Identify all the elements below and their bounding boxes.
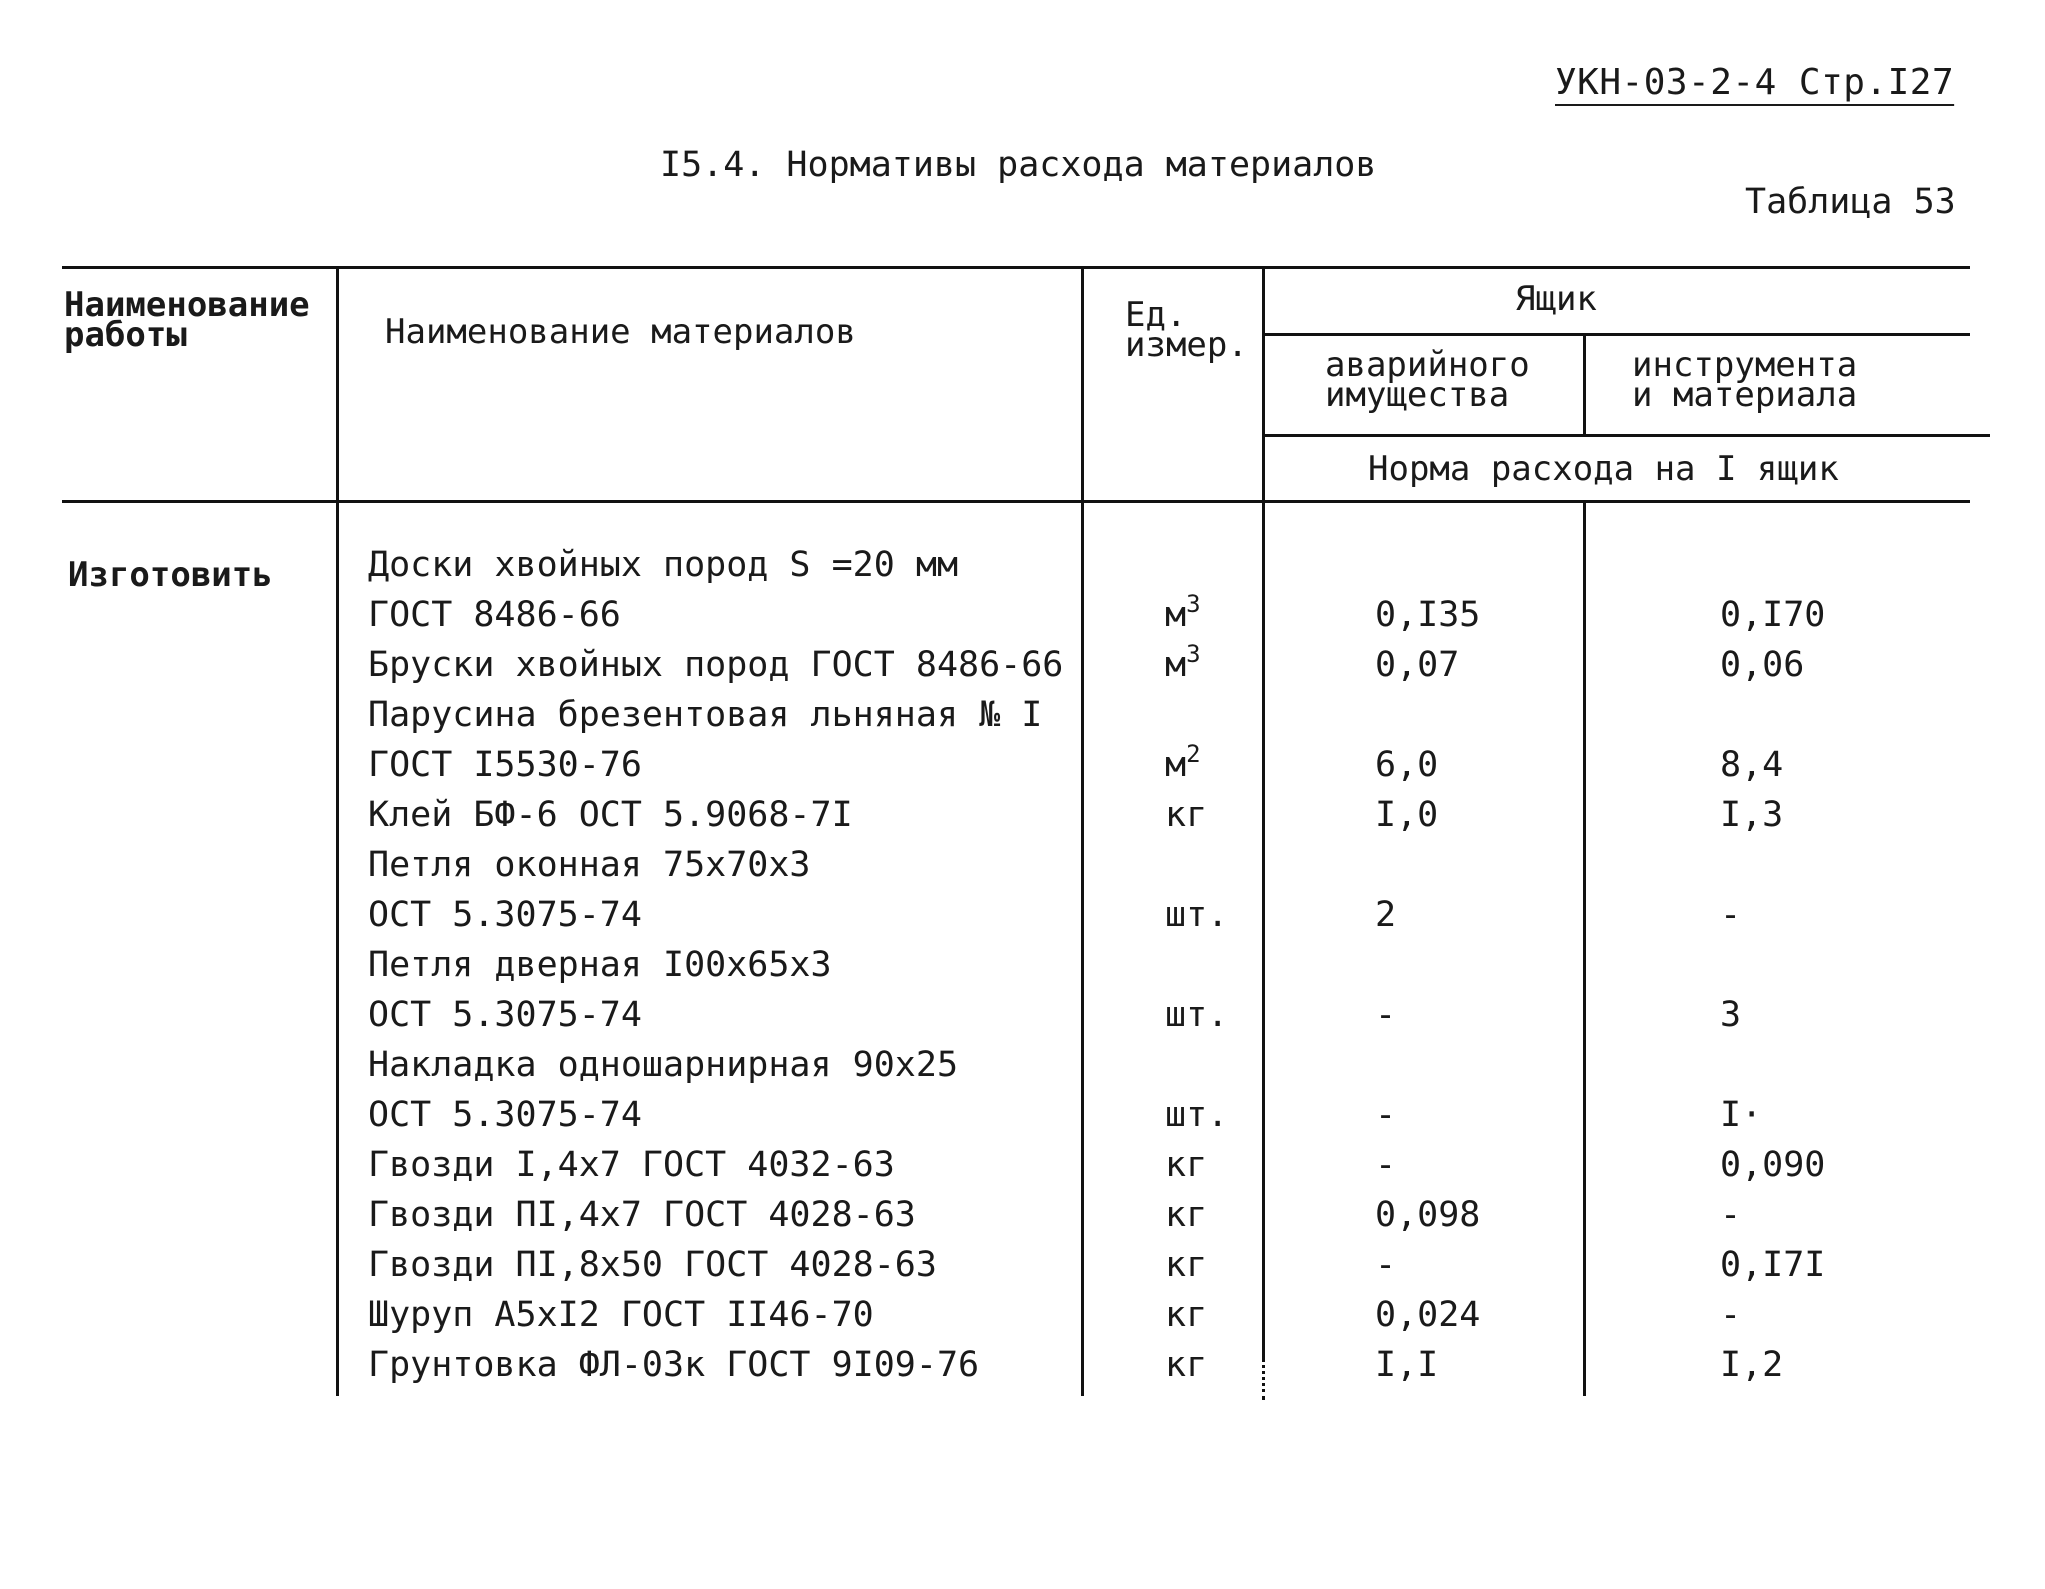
section-title: I5.4. Нормативы расхода материалов [660, 145, 1377, 185]
row-unit: кг [1165, 1195, 1208, 1235]
row-tools: 0,I7I [1720, 1245, 1826, 1285]
row-name: ОСТ 5.3075-74 [368, 995, 642, 1035]
row-tools: - [1720, 895, 1742, 935]
row-unit-text: м [1165, 745, 1187, 785]
row-unit [1165, 740, 1201, 790]
row-name: Гвозди ПI,4х7 ГОСТ 4028-63 [368, 1195, 916, 1235]
row-name: Шуруп А5хI2 ГОСТ II46-70 [368, 1295, 874, 1335]
row-tools: 8,4 [1720, 745, 1784, 785]
row-tools: 0,090 [1720, 1145, 1826, 1185]
row-unit [1165, 590, 1201, 640]
col-divider-box [1583, 335, 1586, 435]
header-box-emergency [1325, 345, 1530, 415]
row-tools: 0,06 [1720, 645, 1805, 685]
row-unit: шт. [1165, 895, 1229, 935]
row-unit: кг [1165, 795, 1208, 835]
row-unit: шт. [1165, 995, 1229, 1035]
row-unit: шт. [1165, 1095, 1229, 1135]
col-divider-work [336, 268, 339, 1396]
row-tools: I,3 [1720, 795, 1784, 835]
row-name: Доски хвойных пород S =20 мм [368, 545, 959, 585]
header-work-name-line2: работы [64, 315, 187, 355]
row-emergency: 2 [1375, 895, 1397, 935]
row-unit-exponent: 3 [1186, 640, 1201, 668]
row-unit-exponent: 3 [1186, 590, 1201, 618]
row-unit: кг [1165, 1245, 1208, 1285]
row-emergency: 0,098 [1375, 1195, 1481, 1235]
row-name: Клей БФ-6 ОСТ 5.9068-7I [368, 795, 853, 835]
row-name: ОСТ 5.3075-74 [368, 895, 642, 935]
row-name: Бруски хвойных пород ГОСТ 8486-66 [368, 645, 1064, 685]
document-code: УКН-03-2-4 Стр.I27 [1555, 62, 1955, 103]
row-tools: I· [1720, 1095, 1763, 1135]
row-name: Петля оконная 75х70х3 [368, 845, 811, 885]
row-tools: I,2 [1720, 1345, 1784, 1385]
work-name: Изготовить [68, 555, 273, 595]
row-emergency: 6,0 [1375, 745, 1439, 785]
row-unit: кг [1165, 1145, 1208, 1185]
header-box-tools-line2: и материала [1632, 375, 1858, 415]
header-norm: Норма расхода на I ящик [1368, 449, 1839, 489]
col-divider-unit-dotted [1262, 1358, 1265, 1400]
row-emergency: - [1375, 995, 1397, 1035]
row-emergency: - [1375, 1245, 1397, 1285]
row-unit-exponent: 2 [1186, 740, 1201, 768]
header-box-tools [1632, 345, 1858, 415]
header-box-tools-line1: инструмента [1632, 345, 1858, 385]
header-work-name [64, 285, 310, 355]
row-tools: - [1720, 1295, 1742, 1335]
row-emergency: 0,024 [1375, 1295, 1481, 1335]
header-box: Ящик [1515, 279, 1597, 319]
row-unit: кг [1165, 1345, 1208, 1385]
row-tools: - [1720, 1195, 1742, 1235]
row-emergency: 0,07 [1375, 645, 1460, 685]
box-header-rule [1262, 333, 1970, 336]
header-bottom-rule [62, 500, 1970, 503]
row-name: Гвозди ПI,8х50 ГОСТ 4028-63 [368, 1245, 937, 1285]
row-unit-text: м [1165, 645, 1187, 685]
header-box-emergency-line1: аварийного [1325, 345, 1530, 385]
row-name: Накладка одношарнирная 90х25 [368, 1045, 959, 1085]
subheader-rule [1262, 434, 1990, 437]
col-divider-box-body [1583, 502, 1586, 1396]
row-emergency: - [1375, 1095, 1397, 1135]
row-name: Парусина брезентовая льняная № I [368, 695, 1043, 735]
row-unit: кг [1165, 1295, 1208, 1335]
row-emergency: 0,I35 [1375, 595, 1481, 635]
header-unit-line1: Ед. [1125, 295, 1187, 335]
row-name: ГОСТ I5530-76 [368, 745, 642, 785]
row-name: ГОСТ 8486-66 [368, 595, 621, 635]
header-box-emergency-line2: имущества [1325, 375, 1510, 415]
row-unit-text: м [1165, 595, 1187, 635]
col-divider-unit [1262, 268, 1265, 1358]
table-label: Таблица 53 [1745, 182, 1956, 222]
header-unit [1125, 295, 1248, 365]
table-top-rule [62, 266, 1970, 269]
row-emergency: - [1375, 1145, 1397, 1185]
row-name: Грунтовка ФЛ-03к ГОСТ 9I09-76 [368, 1345, 980, 1385]
header-work-name-line1: Наименование [64, 285, 310, 325]
header-unit-line2: измер. [1125, 325, 1248, 365]
row-name: Гвозди I,4х7 ГОСТ 4032-63 [368, 1145, 895, 1185]
row-emergency: I,0 [1375, 795, 1439, 835]
row-name: Петля дверная I00х65х3 [368, 945, 832, 985]
col-divider-name [1081, 268, 1084, 1396]
row-emergency: I,I [1375, 1345, 1439, 1385]
row-tools: 0,I70 [1720, 595, 1826, 635]
row-unit [1165, 640, 1201, 690]
row-tools: 3 [1720, 995, 1742, 1035]
header-material-name: Наименование материалов [385, 312, 856, 352]
row-name: ОСТ 5.3075-74 [368, 1095, 642, 1135]
